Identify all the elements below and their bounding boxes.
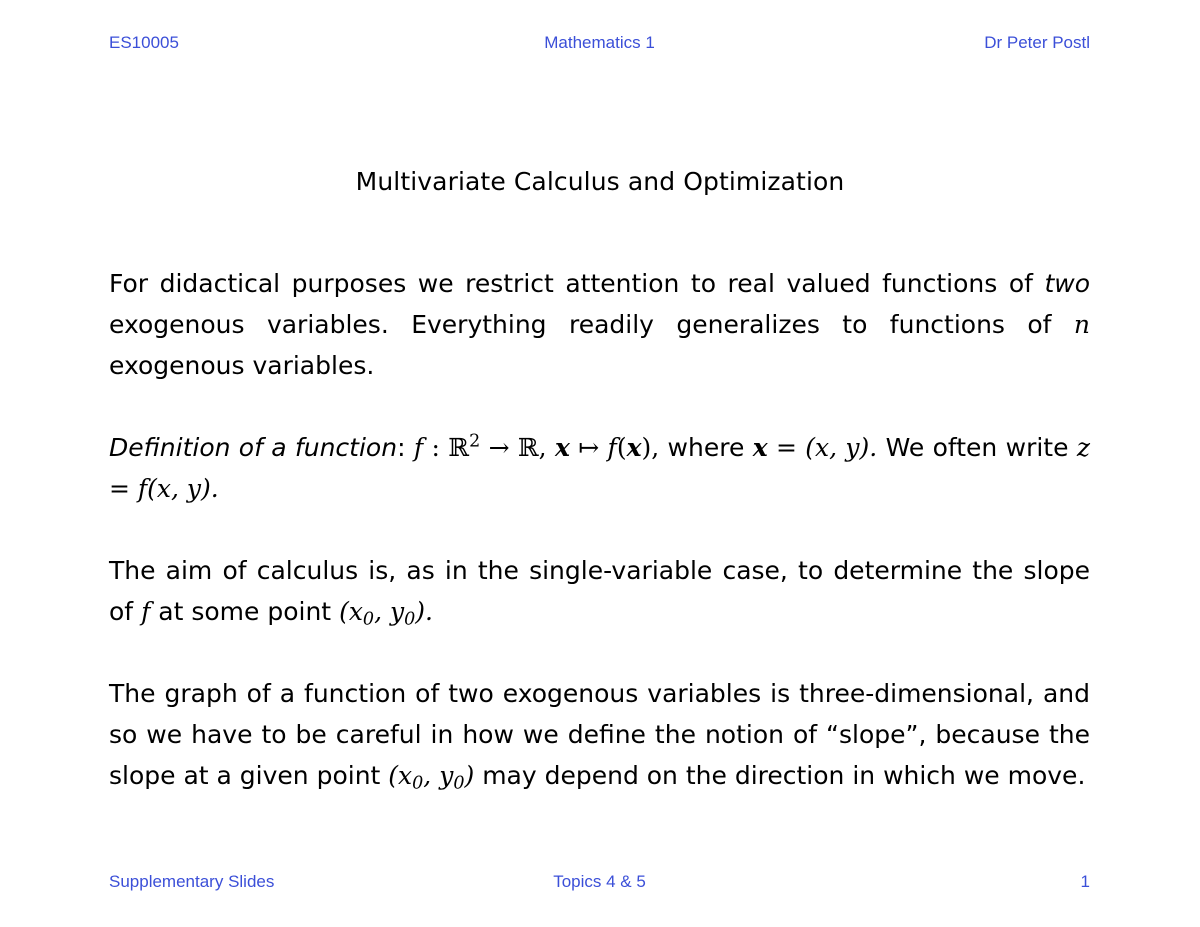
point2-close: ) xyxy=(464,761,475,790)
intro-text-3: exogenous variables. xyxy=(109,351,375,380)
aim-text-1: The aim of calculus is, as in the single-variable case, to determine the slope of xyxy=(109,556,1090,626)
graph-text-1: The graph of a function of two exogenous variables is three-dimensional, and so we have to be careful in how we define the notion of “slope”, because the slope at a given point xyxy=(109,679,1090,790)
point2-sub-x: 0 xyxy=(412,773,424,794)
math-f: f xyxy=(413,433,424,462)
point-mid: , y xyxy=(374,597,405,626)
definition-label: Definition of a function xyxy=(109,433,398,462)
math-colon: : xyxy=(431,433,440,462)
point-sub-x: 0 xyxy=(362,609,375,630)
math-R: ℝ, xyxy=(517,433,547,462)
point2-sub-y: 0 xyxy=(453,773,465,794)
aim-text-2: at some point xyxy=(158,597,332,626)
math-fx-f: f xyxy=(607,433,617,462)
math-point-x0y0 xyxy=(339,597,433,630)
math-fx-close: ), xyxy=(641,433,660,462)
paragraph-aim xyxy=(109,550,1090,632)
math-z-eq: z = f(x, y). xyxy=(109,433,1091,503)
intro-emphasis: two xyxy=(1044,269,1090,298)
math-R2-base: ℝ xyxy=(448,433,470,462)
footer-left: Supplementary Slides xyxy=(109,872,275,891)
intro-text-2: exogenous variables. Everything readily generalizes to functions of xyxy=(109,310,1052,339)
paragraph-definition xyxy=(109,427,1090,509)
math-xvec-2: x xyxy=(752,433,768,462)
point-open: (x xyxy=(339,597,363,626)
we-often-write-text: We often write xyxy=(885,433,1069,462)
math-n: n xyxy=(1073,310,1090,339)
lecturer-name: Dr Peter Postl xyxy=(984,33,1090,52)
math-R2-exp: 2 xyxy=(469,431,481,452)
math-xvec: x xyxy=(554,433,570,462)
point2-mid: , y xyxy=(423,761,454,790)
math-mapsto: ↦ xyxy=(578,433,600,462)
slide-title: Multivariate Calculus and Optimization xyxy=(355,167,845,196)
math-eq-xy: = (x, y). xyxy=(775,433,878,462)
graph-text-2: may depend on the direction in which we move. xyxy=(482,761,1086,790)
point-close: ). xyxy=(415,597,433,626)
definition-colon: : xyxy=(397,433,406,462)
math-fx-x: x xyxy=(626,433,642,462)
point2-open: (x xyxy=(388,761,413,790)
intro-text-1: For didactical purposes we restrict attention to real valued functions of xyxy=(109,269,1033,298)
course-name: Mathematics 1 xyxy=(544,33,655,52)
where-text: where xyxy=(667,433,745,462)
footer-topics: Topics 4 & 5 xyxy=(553,872,646,891)
math-R2 xyxy=(448,433,480,462)
page-number: 1 xyxy=(1080,872,1090,891)
math-arrow: → xyxy=(488,433,510,462)
paragraph-graph xyxy=(109,673,1090,796)
math-point-x0y0-2 xyxy=(388,761,475,794)
math-f-aim: f xyxy=(141,597,151,626)
math-fx xyxy=(608,433,660,462)
math-fx-open: ( xyxy=(616,433,627,462)
paragraph-intro xyxy=(109,263,1090,386)
course-code: ES10005 xyxy=(109,33,179,52)
point-sub-y: 0 xyxy=(404,609,416,630)
